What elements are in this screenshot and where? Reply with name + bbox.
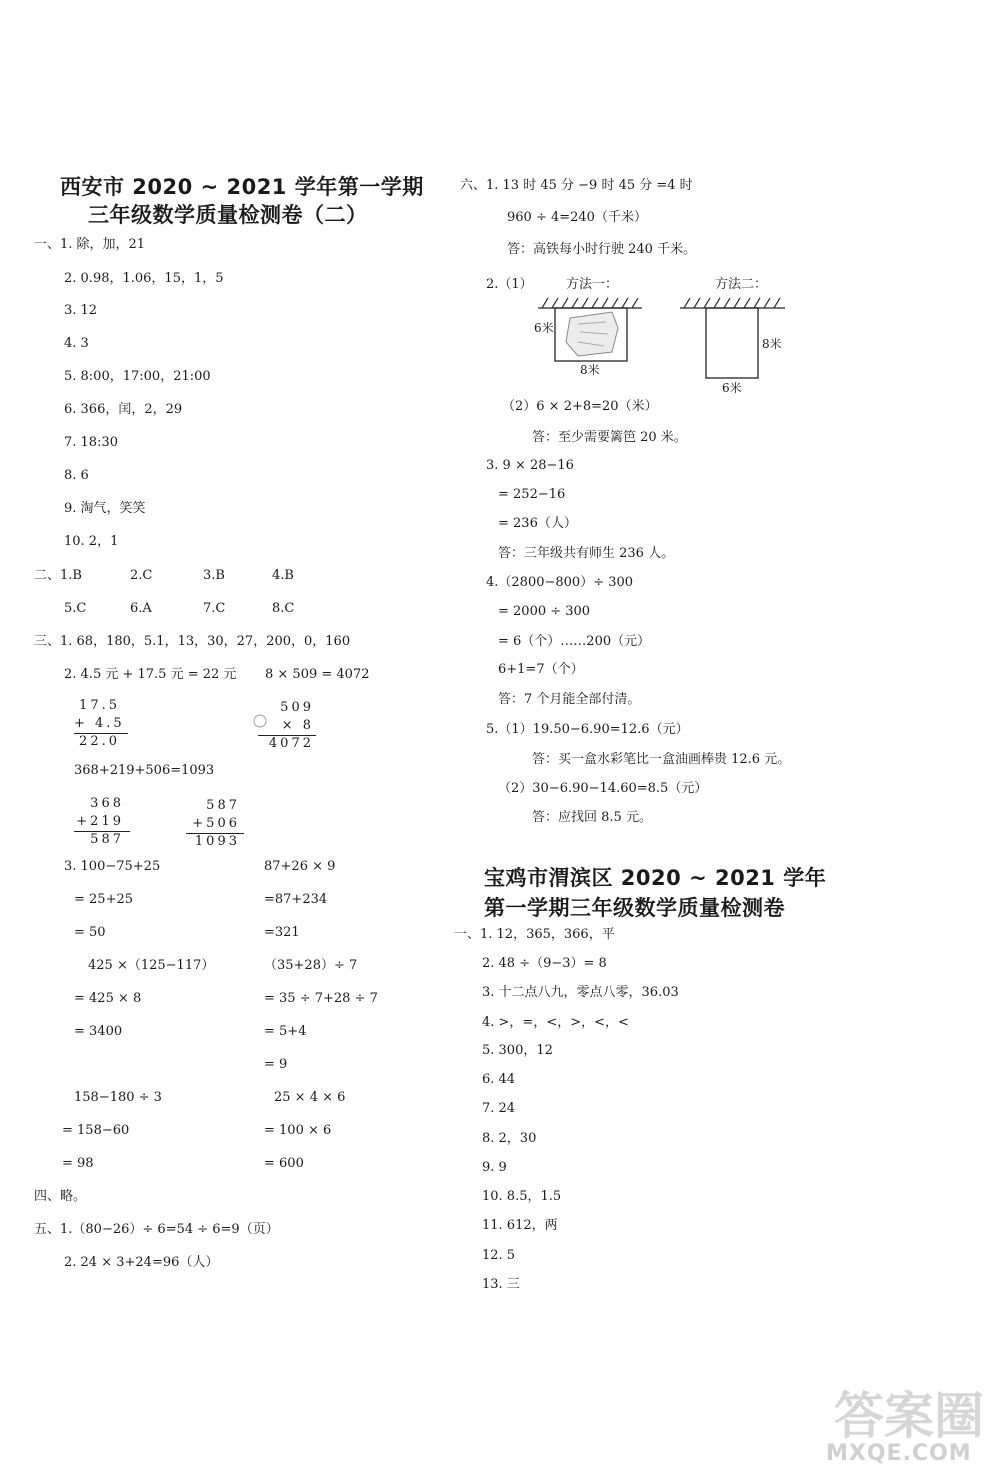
answer-b-12: 12. 5 (482, 1248, 516, 1263)
answer-3-3f3: = 600 (264, 1156, 304, 1171)
answer-2-7: 7.C (203, 601, 226, 616)
answer-2-1: 二、1.B (34, 568, 82, 583)
m1-side-label: 6米 (534, 321, 554, 335)
answer-6-2: 2.（1） (486, 277, 533, 292)
answer-3-sum: 368+219+506=1093 (74, 763, 215, 778)
answer-1-8: 8. 6 (64, 468, 89, 483)
answer-6-3a: 3. 9 × 28−16 (486, 458, 574, 473)
vertical-row: 587 (206, 798, 240, 813)
vertical-rule (74, 733, 128, 734)
answer-6-5a: 5.（1）19.50−6.90=12.6（元） (486, 722, 689, 737)
answer-b-7: 7. 24 (482, 1101, 516, 1116)
vertical-rule (74, 831, 130, 832)
vertical-row: × 8 (281, 718, 314, 733)
answer-2-3: 3.B (203, 568, 225, 583)
vertical-row: 22.0 (79, 734, 120, 749)
vertical-row: +219 (76, 814, 124, 829)
answer-6-2b: （2）6 × 2+8=20（米） (502, 399, 658, 414)
vertical-multiplication (262, 699, 314, 753)
answer-b-8: 8. 2，30 (482, 1131, 537, 1146)
answer-6-5d: 答：应找回 8.5 元。 (532, 810, 652, 825)
answer-b-1: 一、1. 12，365，366，平 (454, 927, 615, 942)
vertical-row: 1093 (194, 834, 240, 849)
m2-bottom-label: 6米 (722, 381, 742, 395)
answer-5-2: 2. 24 × 3+24=96（人） (64, 1255, 219, 1270)
answer-3-3f1: 25 × 4 × 6 (274, 1090, 346, 1105)
answer-6-3c: = 236（人） (498, 516, 577, 531)
vertical-addition-3 (188, 797, 240, 851)
answer-b-13: 13. 三 (482, 1277, 520, 1292)
answer-6-3d: 答：三年级共有师生 236 人。 (498, 546, 675, 561)
answer-2-4: 4.B (272, 568, 294, 583)
watermark-url: MXQE.COM (826, 1441, 972, 1466)
answer-3-3a1: 3. 100−75+25 (64, 859, 161, 874)
answer-4: 四、略。 (34, 1189, 87, 1204)
answer-1-6: 6. 366，闰，2，29 (64, 402, 183, 417)
answer-3-2b: 8 × 509 = 4072 (265, 667, 370, 682)
answer-b-6: 6. 44 (482, 1072, 516, 1087)
answer-3-3a2: = 25+25 (74, 892, 134, 907)
answer-b-3: 3. 十二点八九，零点八零，36.03 (482, 985, 679, 1000)
title-baoji-line2: 第一学期三年级数学质量检测卷 (484, 896, 785, 920)
vertical-addition-1 (74, 697, 125, 751)
answer-3-1: 三、1. 68，180，5.1，13，30，27，200，0，160 (34, 634, 351, 649)
m2-side-label: 8米 (762, 337, 782, 351)
answer-b-11: 11. 612，两 (482, 1218, 558, 1233)
answer-b-10: 10. 8.5，1.5 (482, 1189, 562, 1204)
answer-6-4c: = 6（个）……200（元） (498, 634, 651, 649)
answer-3-3a3: = 50 (74, 925, 106, 940)
answer-1-4: 4. 3 (64, 336, 89, 351)
answer-3-3d2: = 35 ÷ 7+28 ÷ 7 (264, 991, 378, 1006)
answer-2-2: 2.C (130, 568, 153, 583)
fence-diagram (520, 272, 800, 400)
answer-1-10: 10. 2，1 (64, 534, 119, 549)
answer-2-6: 6.A (130, 601, 152, 616)
vertical-row: 4072 (268, 736, 314, 751)
answer-6-4e: 答：7 个月能全部付清。 (498, 692, 641, 707)
method-one-label: 方法一： (566, 277, 619, 292)
answer-3-3c1: 425 ×（125−117） (88, 958, 215, 973)
vertical-addition-2 (74, 795, 124, 849)
answer-1-5: 5. 8:00，17:00，21:00 (64, 369, 211, 384)
answer-3-3d1: （35+28）÷ 7 (264, 958, 358, 973)
answer-6-3b: = 252−16 (498, 487, 566, 502)
wall-left (538, 298, 642, 308)
answer-3-3e2: = 158−60 (62, 1123, 130, 1138)
answer-b-9: 9. 9 (482, 1160, 507, 1175)
answer-6-1a: 六、1. 13 时 45 分 −9 时 45 分 =4 时 (460, 178, 693, 193)
vertical-row: 17.5 (79, 698, 120, 713)
answer-2-8: 8.C (272, 601, 295, 616)
vertical-rule (258, 735, 316, 736)
answer-5-1: 五、1.（80−26）÷ 6=54 ÷ 6=9（页） (34, 1222, 279, 1237)
answer-b-2: 2. 48 ÷（9−3）= 8 (482, 956, 607, 971)
answer-3-3f2: = 100 × 6 (264, 1123, 332, 1138)
title-xian-line1: 西安市 2020 ~ 2021 学年第一学期 (60, 175, 424, 199)
stamp-icon (566, 312, 618, 356)
answer-3-3e3: = 98 (62, 1156, 94, 1171)
answer-6-4a: 4.（2800−800）÷ 300 (486, 575, 634, 590)
answer-6-2c: 答：至少需要篱笆 20 米。 (532, 430, 687, 445)
vertical-row: 587 (90, 832, 124, 847)
answer-3-3d4: = 9 (264, 1057, 288, 1072)
answer-6-4b: = 2000 ÷ 300 (498, 604, 591, 619)
vertical-rule (186, 833, 244, 834)
answer-6-1c: 答：高铁每小时行驶 240 千米。 (507, 242, 697, 257)
wall-right (680, 298, 785, 308)
answer-1-9: 9. 淘气，笑笑 (64, 501, 146, 516)
answer-3-3e1: 158−180 ÷ 3 (74, 1090, 162, 1105)
answer-3-3b3: =321 (264, 925, 300, 940)
answer-1-3: 3. 12 (64, 303, 98, 318)
answer-3-3c3: = 3400 (74, 1024, 123, 1039)
answer-6-4d: 6+1=7（个） (498, 662, 584, 677)
answer-3-2a: 2. 4.5 元 + 17.5 元 = 22 元 (64, 667, 237, 682)
vertical-row: +506 (192, 816, 240, 831)
answer-b-5: 5. 300，12 (482, 1043, 553, 1058)
fence-rect-method-two (706, 308, 758, 378)
answer-1-2: 2. 0.98，1.06，15，1，5 (64, 271, 224, 286)
answer-3-3b1: 87+26 × 9 (264, 859, 336, 874)
answer-6-1b: 960 ÷ 4=240（千米） (507, 210, 647, 225)
title-xian-line2: 三年级数学质量检测卷（二） (88, 203, 368, 227)
m1-bottom-label: 8米 (580, 363, 600, 377)
method-two-label: 方法二： (715, 277, 768, 292)
answer-3-3c2: = 425 × 8 (74, 991, 142, 1006)
answer-2-5: 5.C (64, 601, 87, 616)
answer-3-3b2: =87+234 (264, 892, 328, 907)
answer-6-5b: 答：买一盒水彩笔比一盒油画棒贵 12.6 元。 (532, 752, 791, 767)
title-baoji-line1: 宝鸡市渭滨区 2020 ~ 2021 学年 (484, 866, 827, 890)
answer-6-5c: （2）30−6.90−14.60=8.5（元） (498, 781, 708, 796)
watermark-logo: 答案圈 (834, 1387, 984, 1445)
answer-1-1: 一、1. 除，加，21 (34, 237, 146, 252)
vertical-row: + 4.5 (74, 716, 125, 731)
answer-1-7: 7. 18:30 (64, 435, 118, 450)
answer-b-4: 4. >，=，<，>，<，< (482, 1015, 629, 1030)
answer-3-3d3: = 5+4 (264, 1024, 307, 1039)
vertical-row: 368 (90, 796, 124, 811)
vertical-row: 509 (280, 700, 314, 715)
